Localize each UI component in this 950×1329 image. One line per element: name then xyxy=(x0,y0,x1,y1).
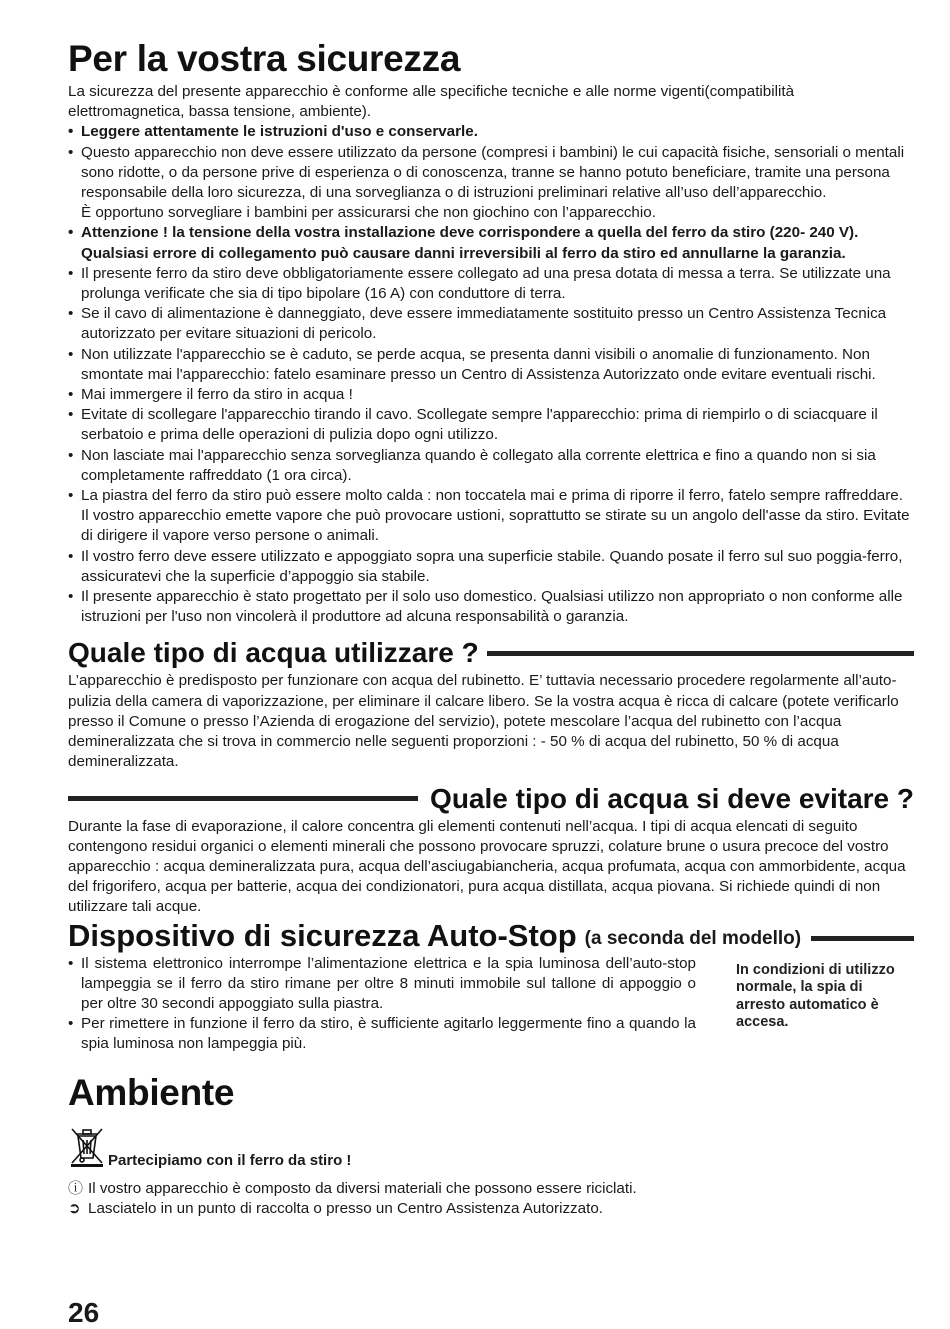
heading-rule xyxy=(487,651,914,656)
autostop-note: In condizioni di utilizzo normale, la spia di arresto automatico è accesa. xyxy=(736,961,895,1031)
environment-line xyxy=(68,1179,914,1199)
safety-title: Per la vostra sicurezza xyxy=(68,38,461,79)
list-item: • Il presente apparecchio è stato progettato per il solo uso domestico. Qualsiasi utilizzo non appropriato o non conforme alle istruzioni per l'uso non vincolerà il produttore ad alcuna responsabilità o garanzia. xyxy=(68,587,914,627)
water-text: L’apparecchio è predisposto per funzionare con acqua del rubinetto. E’ tuttavia necessario procedere regolarmente all’auto-pulizia della camera di vaporizzazione, per eliminare il calcare libero. Se la vostra acqua è ricca di calcare (potete verificarlo presso il Comune o presso l’Azienda di erogazione del servizio), potete mescolare l’acqua del rubinetto con l’acqua demineralizzata che si trova in commercio nelle seguenti proporzioni : - 50 % di acqua del rubinetto, 50 % di acqua demineralizzata. xyxy=(68,672,899,771)
manual-page xyxy=(68,36,914,1219)
list-item xyxy=(68,143,914,224)
heading-rule xyxy=(811,936,914,941)
list-item: • Mai immergere il ferro da stiro in acqua ! xyxy=(68,385,914,405)
autostop-subtitle: (a seconda del modello) xyxy=(584,927,802,949)
environment-line xyxy=(68,1199,914,1219)
environment-section xyxy=(68,1071,914,1219)
environment-line-text: Lasciatelo in un punto di raccolta o presso un Centro Assistenza Autorizzato. xyxy=(88,1199,603,1217)
list-item-extra: È opportuno sorvegliare i bambini per assicurarsi che non giochino con l’apparecchio. xyxy=(81,204,656,222)
environment-label: Partecipiamo con il ferro da stiro ! xyxy=(108,1151,352,1169)
autostop-section xyxy=(68,918,914,1055)
water-title: Quale tipo di acqua utilizzare ? xyxy=(68,637,479,669)
environment-title: Ambiente xyxy=(68,1071,235,1113)
autostop-title: Dispositivo di sicurezza Auto-Stop xyxy=(68,917,577,953)
avoid-text: Durante la fase di evaporazione, il calore concentra gli elementi contenuti nell’acqua. I tipi di acqua elencati di seguito contengono residui organici o elementi minerali che possono provocare spruzzi, colature brune o usura precoce del vostro apparecchio : acqua demineralizzata pura, acqua dell’asciugabiancheria, acqua profumata, acqua con ammorbidente, acqua del frigorifero, acqua per batterie, acqua dei condizionatori, pura acqua distillata, acqua piovana. Si richiede quindi di non utilizzare tali acque. xyxy=(68,817,906,916)
safety-section xyxy=(68,36,914,627)
avoid-title: Quale tipo di acqua si deve evitare ? xyxy=(430,782,914,814)
list-item: • Attenzione ! la tensione della vostra installazione deve corrispondere a quella del ferro da stiro (220- 240 V). Qualsiasi errore di collegamento può causare danni irreversibili al ferro da stiro ed annullarne la garanzia. xyxy=(68,223,914,263)
list-item: • Il sistema elettronico interrompe l’alimentazione elettrica e la spia luminosa dell’auto-stop lampeggia se il ferro da stiro rimane per oltre 8 minuti immobile sul tallone di appoggio o per oltre 30 secondi appoggiato sulla piastra. xyxy=(68,954,696,1015)
safety-intro: La sicurezza del presente apparecchio è conforme alle specifiche tecniche e alle norme vigenti(compatibilità elettromagnetica, bassa tensione, ambiente). xyxy=(68,83,795,121)
environment-lines xyxy=(68,1179,914,1219)
heading-rule xyxy=(68,796,418,801)
list-item: • Evitate di scollegare l'apparecchio tirando il cavo. Scollegate sempre l'apparecchio: prima di riempirlo o di sciacquare il serbatoio e prima delle operazioni di pulizia dopo ogni utilizzo. xyxy=(68,405,914,445)
arrow-icon: ➲ xyxy=(68,1199,81,1217)
info-icon: ⓘ xyxy=(68,1179,84,1197)
list-item: • Il vostro ferro deve essere utilizzato e appoggiato sopra una superficie stabile. Quando posate il ferro sul suo poggia-ferro, assicuratevi che la superficie d’appoggio sia stabile. xyxy=(68,547,914,587)
environment-line-text: Il vostro apparecchio è composto da diversi materiali che possono essere riciclati. xyxy=(88,1179,637,1197)
list-item: • Se il cavo di alimentazione è danneggiato, deve essere immediatamente sostituito presso un Centro Assistenza Tecnica autorizzato per evitare situazioni di pericolo. xyxy=(68,304,914,344)
list-item: • Per rimettere in funzione il ferro da stiro, è sufficiente agitarlo leggermente fino a quando la spia luminosa non lampeggia più. xyxy=(68,1014,696,1054)
crossed-out-wheelie-bin-icon xyxy=(68,1125,106,1167)
list-item: • Non lasciate mai l'apparecchio senza sorveglianza quando è collegato alla corrente elettrica e fino a quando non si sia completamente raffreddato (1 ora circa). xyxy=(68,446,914,486)
water-section xyxy=(68,635,914,772)
avoid-section xyxy=(68,781,914,918)
avoid-heading xyxy=(68,781,914,817)
safety-list xyxy=(68,122,914,627)
water-heading xyxy=(68,635,914,671)
autostop-list xyxy=(68,954,696,1055)
list-item: • Il presente ferro da stiro deve obbligatoriamente essere collegato ad una presa dotata di messa a terra. Se utilizzate una prolunga verificate che sia di tipo bipolare (16 A) con conduttore di terra. xyxy=(68,264,914,304)
autostop-body xyxy=(68,954,914,1055)
page-number: 26 xyxy=(68,1297,100,1328)
list-item: • La piastra del ferro da stiro può essere molto calda : non toccatela mai e prima di riporre il ferro, fatelo sempre raffreddare. Il vostro apparecchio emette vapore che può provocare ustioni, soprattutto se stirate su un angolo dell'asse da stiro. Evitate di dirigere il vapore verso persone o animali. xyxy=(68,486,914,547)
list-item: • Leggere attentamente le istruzioni d'uso e conservarle. xyxy=(68,122,914,142)
list-item: • Non utilizzate l'apparecchio se è caduto, se perde acqua, se presenta danni visibili o anomalie di funzionamento. Non smontate mai l'apparecchio: fatelo esaminare presso un Centro di Assistenza Autorizzato onde evitare eventuali rischi. xyxy=(68,345,914,385)
list-item-text: Questo apparecchio non deve essere utilizzato da persone (compresi i bambini) le cui capacità fisiche, sensoriali o mentali sono ridotte, o da persone prive di esperienza o di conoscenza, tranne se hanno potuto beneficiare, tramite una persona responsabile della loro sicurezza, di una sorveglianza o di istruzioni preliminari relative all’uso dell’apparecchio. xyxy=(81,143,905,202)
autostop-heading xyxy=(68,918,914,954)
weee-row xyxy=(68,1125,914,1167)
